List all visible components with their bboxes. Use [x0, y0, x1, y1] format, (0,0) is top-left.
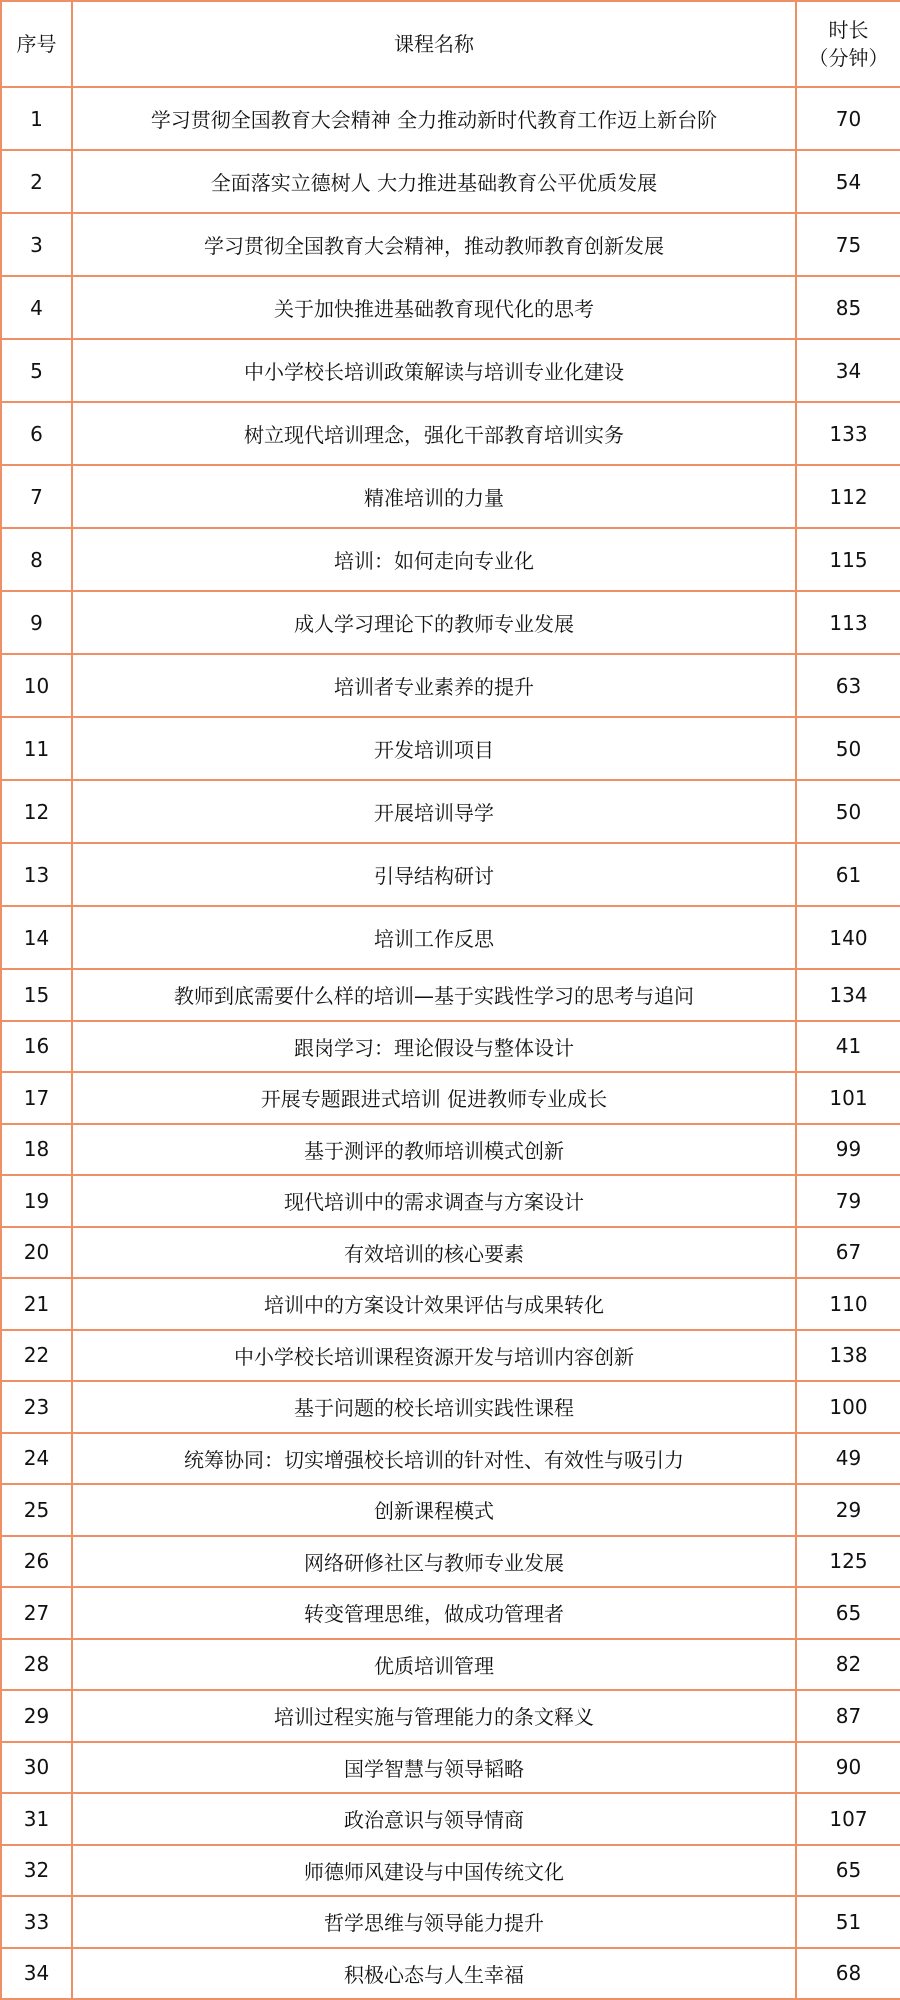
duration-cell: 138 — [796, 1330, 900, 1382]
row-index-cell: 15 — [1, 969, 72, 1021]
table-row — [1, 465, 900, 528]
table-row — [1, 717, 900, 780]
row-index-cell: 26 — [1, 1536, 72, 1588]
table-row — [1, 780, 900, 843]
row-index-cell: 20 — [1, 1227, 72, 1279]
table-row — [1, 1433, 900, 1485]
duration-cell: 82 — [796, 1639, 900, 1691]
row-index-cell: 34 — [1, 1948, 72, 2000]
table-row — [1, 1021, 900, 1073]
course-name-cell: 教师到底需要什么样的培训—基于实践性学习的思考与追问 — [72, 969, 796, 1021]
duration-cell: 87 — [796, 1690, 900, 1742]
table-row — [1, 906, 900, 969]
course-name-cell: 政治意识与领导情商 — [72, 1793, 796, 1845]
duration-cell: 134 — [796, 969, 900, 1021]
table-row — [1, 1330, 900, 1382]
course-name-cell: 精准培训的力量 — [72, 465, 796, 528]
table-header-row — [1, 1, 900, 87]
table-row — [1, 402, 900, 465]
row-index-cell: 28 — [1, 1639, 72, 1691]
course-name-cell: 基于测评的教师培训模式创新 — [72, 1124, 796, 1176]
course-name-cell: 中小学校长培训课程资源开发与培训内容创新 — [72, 1330, 796, 1382]
row-index-cell: 12 — [1, 780, 72, 843]
header-duration-line1: 时长 — [828, 18, 869, 42]
course-name-cell: 培训：如何走向专业化 — [72, 528, 796, 591]
row-index-cell: 11 — [1, 717, 72, 780]
row-index-cell: 22 — [1, 1330, 72, 1382]
row-index-cell: 9 — [1, 591, 72, 654]
course-name-cell: 培训过程实施与管理能力的条文释义 — [72, 1690, 796, 1742]
row-index-cell: 1 — [1, 87, 72, 150]
header-duration-line2: （分钟） — [808, 46, 889, 70]
course-name-cell: 学习贯彻全国教育大会精神，推动教师教育创新发展 — [72, 213, 796, 276]
table-row — [1, 1484, 900, 1536]
table-row — [1, 1948, 900, 2000]
row-index-cell: 14 — [1, 906, 72, 969]
row-index-cell: 33 — [1, 1896, 72, 1948]
course-name-cell: 培训中的方案设计效果评估与成果转化 — [72, 1278, 796, 1330]
row-index-cell: 16 — [1, 1021, 72, 1073]
table-row — [1, 1587, 900, 1639]
duration-cell: 99 — [796, 1124, 900, 1176]
course-name-cell: 树立现代培训理念，强化干部教育培训实务 — [72, 402, 796, 465]
course-name-cell: 积极心态与人生幸福 — [72, 1948, 796, 2000]
header-index: 序号 — [1, 1, 72, 87]
table-body — [1, 87, 900, 1999]
table-row — [1, 843, 900, 906]
table-row — [1, 969, 900, 1021]
row-index-cell: 3 — [1, 213, 72, 276]
duration-cell: 79 — [796, 1175, 900, 1227]
duration-cell: 85 — [796, 276, 900, 339]
duration-cell: 51 — [796, 1896, 900, 1948]
duration-cell: 54 — [796, 150, 900, 213]
duration-cell: 110 — [796, 1278, 900, 1330]
table-row — [1, 654, 900, 717]
course-name-cell: 关于加快推进基础教育现代化的思考 — [72, 276, 796, 339]
duration-cell: 34 — [796, 339, 900, 402]
row-index-cell: 27 — [1, 1587, 72, 1639]
duration-cell: 61 — [796, 843, 900, 906]
duration-cell: 65 — [796, 1845, 900, 1897]
duration-cell: 113 — [796, 591, 900, 654]
header-duration — [796, 1, 900, 87]
row-index-cell: 8 — [1, 528, 72, 591]
course-name-cell: 培训工作反思 — [72, 906, 796, 969]
duration-cell: 107 — [796, 1793, 900, 1845]
duration-cell: 75 — [796, 213, 900, 276]
table-row — [1, 1536, 900, 1588]
course-name-cell: 开展专题跟进式培训 促进教师专业成长 — [72, 1072, 796, 1124]
row-index-cell: 13 — [1, 843, 72, 906]
duration-cell: 112 — [796, 465, 900, 528]
course-name-cell: 国学智慧与领导韬略 — [72, 1742, 796, 1794]
row-index-cell: 21 — [1, 1278, 72, 1330]
row-index-cell: 32 — [1, 1845, 72, 1897]
header-course-name: 课程名称 — [72, 1, 796, 87]
course-name-cell: 开展培训导学 — [72, 780, 796, 843]
duration-cell: 50 — [796, 780, 900, 843]
course-name-cell: 网络研修社区与教师专业发展 — [72, 1536, 796, 1588]
table-row — [1, 1639, 900, 1691]
table-row — [1, 1896, 900, 1948]
table-row — [1, 276, 900, 339]
course-name-cell: 创新课程模式 — [72, 1484, 796, 1536]
duration-cell: 101 — [796, 1072, 900, 1124]
row-index-cell: 17 — [1, 1072, 72, 1124]
table-row — [1, 1742, 900, 1794]
row-index-cell: 25 — [1, 1484, 72, 1536]
duration-cell: 65 — [796, 1587, 900, 1639]
course-name-cell: 师德师风建设与中国传统文化 — [72, 1845, 796, 1897]
row-index-cell: 4 — [1, 276, 72, 339]
course-name-cell: 全面落实立德树人 大力推进基础教育公平优质发展 — [72, 150, 796, 213]
table-row — [1, 1690, 900, 1742]
table-row — [1, 528, 900, 591]
course-name-cell: 引导结构研讨 — [72, 843, 796, 906]
course-name-cell: 跟岗学习：理论假设与整体设计 — [72, 1021, 796, 1073]
table-row — [1, 213, 900, 276]
row-index-cell: 29 — [1, 1690, 72, 1742]
duration-cell: 41 — [796, 1021, 900, 1073]
duration-cell: 70 — [796, 87, 900, 150]
course-name-cell: 统筹协同：切实增强校长培训的针对性、有效性与吸引力 — [72, 1433, 796, 1485]
row-index-cell: 5 — [1, 339, 72, 402]
duration-cell: 100 — [796, 1381, 900, 1433]
duration-cell: 125 — [796, 1536, 900, 1588]
course-name-cell: 哲学思维与领导能力提升 — [72, 1896, 796, 1948]
row-index-cell: 19 — [1, 1175, 72, 1227]
duration-cell: 90 — [796, 1742, 900, 1794]
row-index-cell: 6 — [1, 402, 72, 465]
course-name-cell: 优质培训管理 — [72, 1639, 796, 1691]
duration-cell: 50 — [796, 717, 900, 780]
table-row — [1, 1278, 900, 1330]
row-index-cell: 7 — [1, 465, 72, 528]
course-name-cell: 转变管理思维，做成功管理者 — [72, 1587, 796, 1639]
row-index-cell: 24 — [1, 1433, 72, 1485]
row-index-cell: 30 — [1, 1742, 72, 1794]
course-name-cell: 培训者专业素养的提升 — [72, 654, 796, 717]
table-row — [1, 1175, 900, 1227]
course-name-cell: 现代培训中的需求调查与方案设计 — [72, 1175, 796, 1227]
row-index-cell: 18 — [1, 1124, 72, 1176]
duration-cell: 67 — [796, 1227, 900, 1279]
course-name-cell: 学习贯彻全国教育大会精神 全力推动新时代教育工作迈上新台阶 — [72, 87, 796, 150]
course-name-cell: 有效培训的核心要素 — [72, 1227, 796, 1279]
table-row — [1, 1381, 900, 1433]
course-name-cell: 中小学校长培训政策解读与培训专业化建设 — [72, 339, 796, 402]
duration-cell: 63 — [796, 654, 900, 717]
row-index-cell: 10 — [1, 654, 72, 717]
table-row — [1, 591, 900, 654]
course-name-cell: 成人学习理论下的教师专业发展 — [72, 591, 796, 654]
duration-cell: 140 — [796, 906, 900, 969]
row-index-cell: 31 — [1, 1793, 72, 1845]
table-row — [1, 1124, 900, 1176]
duration-cell: 49 — [796, 1433, 900, 1485]
course-name-cell: 开发培训项目 — [72, 717, 796, 780]
table-row — [1, 1227, 900, 1279]
row-index-cell: 2 — [1, 150, 72, 213]
table-row — [1, 1845, 900, 1897]
table-row — [1, 150, 900, 213]
row-index-cell: 23 — [1, 1381, 72, 1433]
duration-cell: 115 — [796, 528, 900, 591]
table-row — [1, 1072, 900, 1124]
course-name-cell: 基于问题的校长培训实践性课程 — [72, 1381, 796, 1433]
duration-cell: 133 — [796, 402, 900, 465]
table-row — [1, 87, 900, 150]
table-row — [1, 1793, 900, 1845]
duration-cell: 29 — [796, 1484, 900, 1536]
table-row — [1, 339, 900, 402]
duration-cell: 68 — [796, 1948, 900, 2000]
